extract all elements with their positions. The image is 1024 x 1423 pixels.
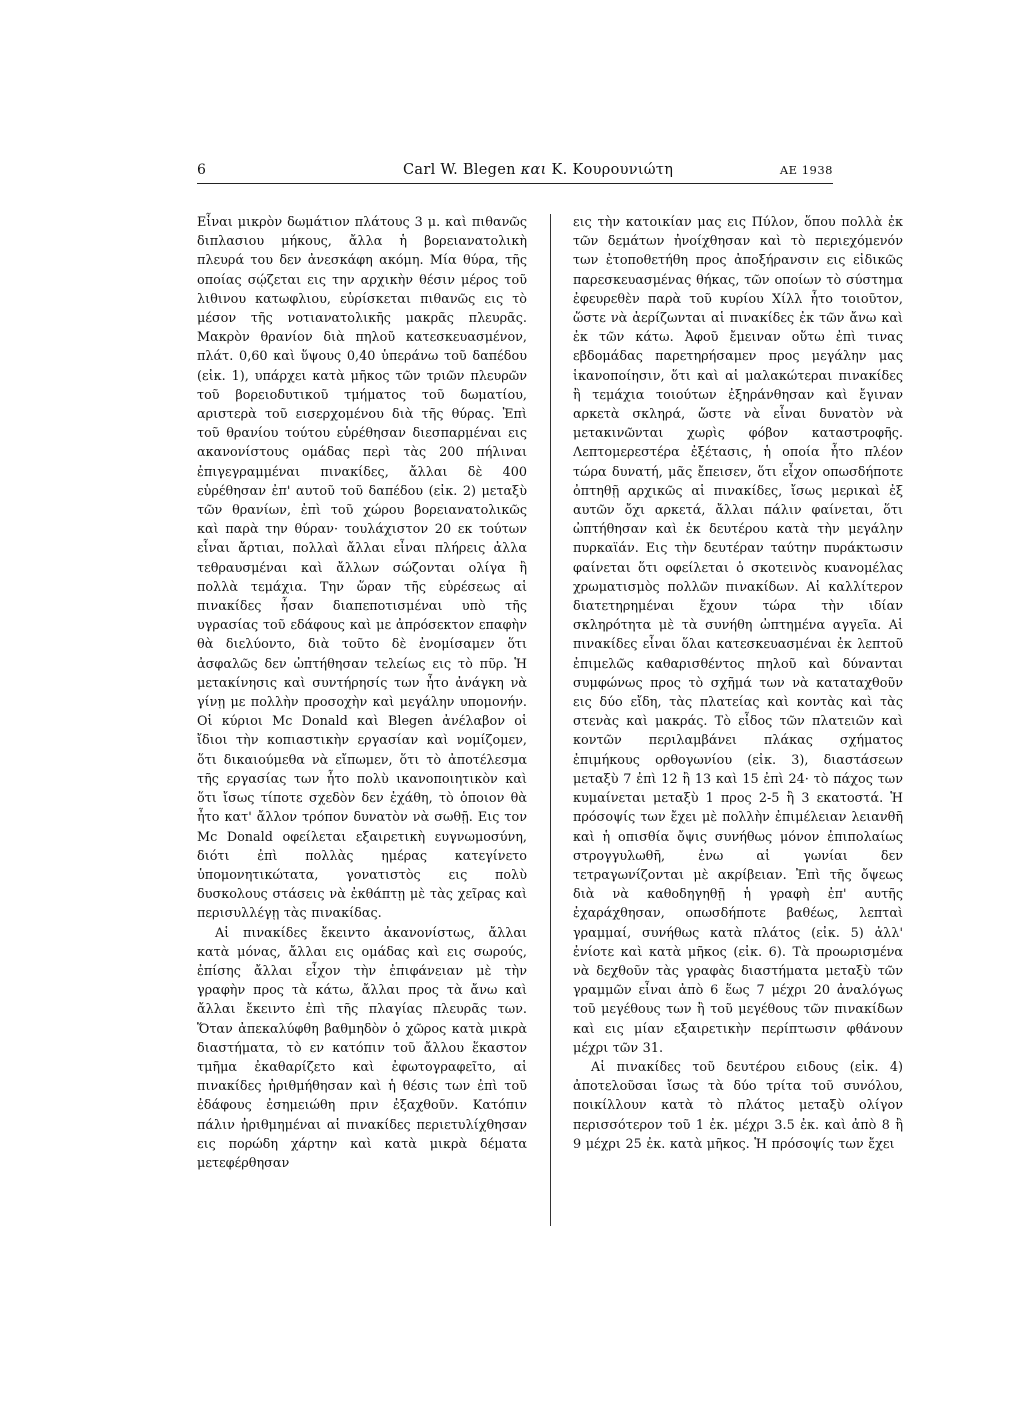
body-paragraph: Αἱ πινακίδες τοῦ δευτέρου ειδους (εἰκ. 4) ἀποτελοῦσαι ἴσως τὰ δύο τρίτα τοῦ συνόλου, ποικίλλουν κατὰ τὸ πλάτος μεταξὺ ολίγον περισσότερον τοῦ 1 ἐκ. μέχρι 3.5 ἐκ. καὶ ἀπὸ 8 ἢ 9 μέχρι 25 ἐκ. κατὰ μῆκος. Ἡ πρόσοψίς των ἔχει <box>573 1059 903 1152</box>
body-paragraph: Εἶναι μικρὸν δωμάτιον πλάτους 3 μ. καὶ πιθανῶς διπλασιου μήκους, ἄλλα ἡ βορειανατολικὴ πλευρά του δεν ἀνεσκάφη ακόμη. Μία θύρα, τῆς οποίας σῴζεται εις την αρχικὴν θέσιν μέρος τοῦ λιθινου κατωφλιου, εὑρίσκεται πιθανῶς εις τὸ μέσον τῆς νοτιανατολικῆς μακρᾶς πλευρᾶς. Μακρὸν θρανίον διὰ πηλοῦ κατεσκευασμένον, πλάτ. 0,60 καὶ ὕψους 0,40 ὑπεράνω τοῦ δαπέδου (εἰκ. 1), υπάρχει κατὰ μῆκος τῶν τριῶν πλευρῶν τοῦ βορειοδυτικοῦ τμήματος τοῦ δωματίου, αριστερὰ τοῦ εισερχομένου διὰ τῆς θύρας. Ἐπὶ τοῦ θρανίου τούτου εὑρέθησαν διεσπαρμέναι εις ακανονίστους ομάδας περὶ τὰς 200 πήλιναι ἐπιγεγραμμέναι πινακίδες, ἄλλαι δὲ 400 εὑρέθησαν ἐπ' αυτοῦ τοῦ δαπέδου (εἰκ. 2) μεταξὺ τῶν θρανίων, ἐπὶ τοῦ χώρου βορειανατολικῶς καὶ παρὰ την θύραν· τουλάχιστον 20 εκ τούτων εἶναι ἄρτιαι, πολλαὶ ἄλλαι εἶναι πλήρεις ἀλλα τεθραυσμέναι καὶ ἄλλων σώζονται ολίγα ἢ πολλὰ τεμάχια. Την ὥραν τῆς εὑρέσεως αἱ πινακίδες ἦσαν διαπεποτισμέναι υπὸ τῆς υγρασίας τοῦ εδάφους καὶ με ἀπρόσεκτον επαφὴν θὰ διελύοντο, διὰ τοῦτο δὲ ἐνομίσαμεν ὅτι ἀσφαλῶς δεν ὠπτήθησαν τελείως εις τὸ πῦρ. Ἡ μετακίνησις καὶ συντήρησίς των ἦτο ἀνάγκη νὰ γίνῃ με πολλὴν προσοχὴν καὶ μεγάλην υπομονήν. Οἱ κύριοι Mc Donald καὶ Blegen ἀνέλαβον οἱ ἴδιοι τὴν κοπιαστικὴν εργασίαν καὶ νομίζομεν, ὅτι δικαιούμεθα νὰ εἴπωμεν, ὅτι τὸ ἀποτέλεσμα τῆς εργασίας των ἦτο πολὺ ικανοποιητικὸν καὶ ὅτι ἴσως τίποτε σχεδὸν δεν ἐχάθη, τὸ ὁποιον θὰ ἦτο κατ' ἄλλον τρόπον δυνατὸν νὰ σωθῇ. Εις τον Mc Donald οφείλεται εξαιρετικὴ ευγνωμοσύνη, διότι ἐπὶ πολλὰς ημέρας κατεγίνετο ὑπομονητικώτατα, γονατιστὸς εις πολὺ δυσκολους στάσεις νὰ ἐκθάπτῃ μὲ τὰς χεῖρας καὶ περισυλλέγῃ τὰς πινακίδας. <box>197 215 527 922</box>
running-header <box>197 162 833 184</box>
page-number: 6 <box>197 162 206 178</box>
body-paragraph: εις τὴν κατοικίαν μας εις Πύλον, ὅπου πολλὰ ἐκ τῶν δεμάτων ἠνοίχθησαν καὶ τὸ περιεχόμενόν των ἐτοποθετήθη προς ἀποξήρανσιν εις εἰδικῶς παρεσκευασμένας θήκας, τῶν οποίων τὸ σύστημα ἐφευρεθὲν παρὰ τοῦ κυρίου Χίλλ ἦτο τοιοῦτον, ὥστε νὰ ἀερίζωνται αἱ πινακίδες ἐκ τῶν ἄνω καὶ ἐκ τῶν κάτω. Ἀφοῦ ἔμειναν οὕτω ἐπὶ τινας εβδομάδας παρετηρήσαμεν προς μεγάλην μας ἱκανοποίησιν, ὅτι καὶ αἱ μαλακώτεραι πινακίδες ἢ τεμάχια τοιούτων ἐξηράνθησαν καὶ ἔγιναν αρκετὰ σκληρά, ὥστε νὰ εἶναι δυνατὸν νὰ μετακινῶνται χωρὶς φόβον καταστροφῆς. Λεπτομερεστέρα ἐξέτασις, ἡ οποία ἦτο πλέον τώρα δυνατή, μᾶς ἔπεισεν, ὅτι εἶχον οπωσδήποτε ὀπτηθῇ αρχικῶς αἱ πινακίδες, ἴσως μερικαὶ ἐξ αυτῶν ὄχι αρκετά, ἄλλαι πάλιν φαίνεται, ὅτι ὠπτήθησαν καὶ ἐκ δευτέρου κατὰ τὴν μεγάλην πυρκαϊάν. Εις τὴν δευτέραν ταύτην πυράκτωσιν φαίνεται ὅτι οφείλεται ὁ σκοτεινὸς κυανομέλας χρωματισμὸς πολλῶν πινακίδων. Αἱ καλλίτερον διατετηρημέναι ἔχουν τώρα τὴν ιδίαν σκληρότητα μὲ τὰ συνήθη ὠπτημένα αγγεῖα. Αἱ πινακίδες εἶναι ὅλαι κατεσκευασμέναι ἐκ λεπτοῦ ἐπιμελῶς καθαρισθέντος πηλοῦ καὶ δύνανται συμφώνως προς τὸ σχῆμά των νὰ καταταχθοῦν εις δύο εἴδη, τὰς πλατείας καὶ κοντὰς καὶ τὰς στενὰς καὶ μακράς. Τὸ εἶδος τῶν πλατειῶν καὶ κοντῶν περιλαμβάνει πλάκας σχήματος ἐπιμήκους ορθογωνίου (εἰκ. 3), διαστάσεων μεταξὺ 7 ἐπὶ 12 ἢ 13 καὶ 15 ἐπὶ 24· τὸ πάχος των κυμαίνεται μεταξὺ 1 προς 2-5 ἢ 3 εκατοστά. Ἡ πρόσοψίς των ἔχει μὲ πολλὴν ἐπιμέλειαν λειανθῆ καὶ ἡ οπισθία ὄψις συνήθως μόνον ἐπιπολαίως στρογγυλωθῆ, ἐνω αἱ γωνίαι δεν τετραγωνίζονται μὲ ακρίβειαν. Ἐπὶ τῆς ὄψεως διὰ νὰ καθοδηγηθῇ ἡ γραφὴ ἐπ' αυτῆς ἐχαράχθησαν, οπωσδήποτε βαθέως, λεπταὶ γραμμαί, συνήθως κατὰ πλάτος (εἰκ. 5) ἀλλ' ἐνίοτε καὶ κατὰ μῆκος (εἰκ. 6). Τὰ προωρισμένα νὰ δεχθοῦν τὰς γραφὰς διαστήματα μεταξὺ τῶν γραμμῶν εἶναι ἀπὸ 6 ἕως 7 μέχρι 20 ἀναλόγως τοῦ μεγέθους των ἢ τοῦ μεγέθους τῶν πινακίδων καὶ εις μίαν εξαιρετικὴν περίπτωσιν φθάνουν μέχρι τῶν 31. <box>573 215 903 1056</box>
header-rule <box>197 183 833 184</box>
journal-label: ΑΕ 1938 <box>779 163 833 177</box>
left-column <box>197 213 527 1173</box>
running-title <box>403 162 673 178</box>
title-conjunction: και <box>520 162 547 178</box>
right-column <box>573 213 903 1154</box>
column-divider <box>550 214 551 1226</box>
body-paragraph: Αἱ πινακίδες ἔκειντο ἀκανονίστως, ἄλλαι κατὰ μόνας, ἄλλαι εις ομάδας καὶ εις σωρούς, ἐπίσης ἄλλαι εἶχον τὴν ἐπιφάνειαν μὲ τὴν γραφὴν προς τὰ κάτω, ἄλλαι προς τὰ ἄνω καὶ ἄλλαι ἔκειντο ἐπὶ τῆς πλαγίας πλευρᾶς των. Ὅταν ἀπεκαλύφθη βαθμηδὸν ὁ χῶρος κατὰ μικρὰ διαστήματα, τὸ εν κατόπιν τοῦ ἄλλου ἕκαστον τμῆμα ἐκαθαρίζετο καὶ ἐφωτογραφεῖτο, αἱ πινακίδες ἠριθμήθησαν καὶ ἡ θέσις των ἐπὶ τοῦ ἐδάφους ἐσημειώθη πριν ἐξαχθοῦν. Κατόπιν πάλιν ἠριθμημέναι αἱ πινακίδες περιετυλίχθησαν εις πορώδη χάρτην καὶ κατὰ μικρὰ δέματα μετεφέρθησαν <box>197 925 527 1171</box>
author-blegen: Carl W. Blegen <box>403 162 516 178</box>
author-kourouniotis: Κ. Κουρουνιώτη <box>551 162 674 178</box>
